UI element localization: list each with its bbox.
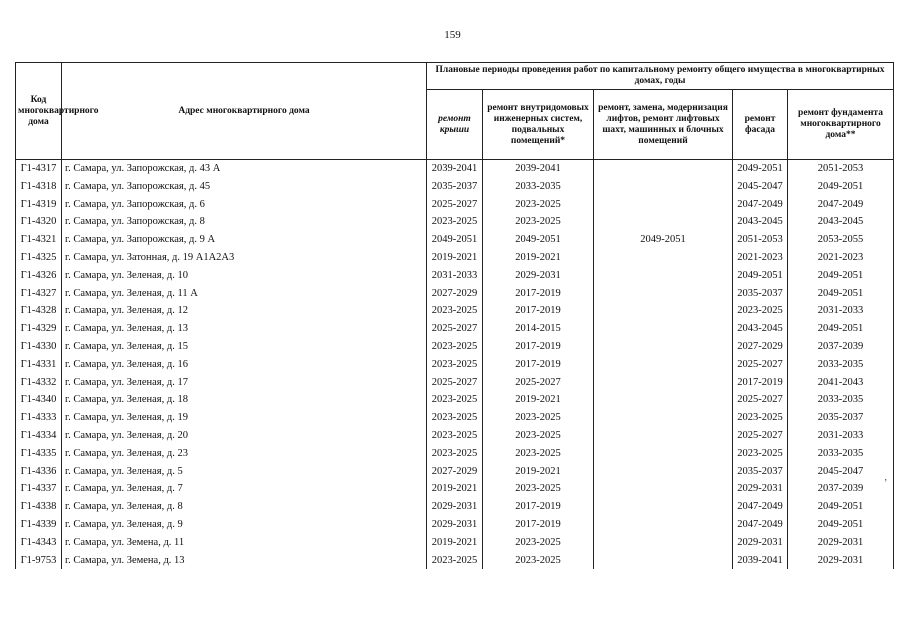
- cell-lifts: [594, 249, 733, 267]
- cell-facade: 2025-2027: [733, 427, 788, 445]
- cell-engineering: 2023-2025: [483, 427, 594, 445]
- cell-foundation: 2031-2033: [788, 302, 894, 320]
- cell-facade: 2047-2049: [733, 498, 788, 516]
- cell-facade: 2029-2031: [733, 480, 788, 498]
- table-row: [16, 534, 894, 552]
- cell-facade: 2017-2019: [733, 374, 788, 392]
- cell-foundation: 2031-2033: [788, 427, 894, 445]
- cell-engineering: 2039-2041: [483, 160, 594, 178]
- cell-roof: 2029-2031: [427, 498, 483, 516]
- cell-lifts: [594, 267, 733, 285]
- table-row: [16, 213, 894, 231]
- table-row: [16, 267, 894, 285]
- cell-facade: 2023-2025: [733, 445, 788, 463]
- cell-engineering: 2033-2035: [483, 178, 594, 196]
- table-row: [16, 285, 894, 303]
- cell-lifts: [594, 160, 733, 178]
- cell-facade: 2027-2029: [733, 338, 788, 356]
- cell-foundation: 2035-2037: [788, 409, 894, 427]
- cell-code: Г1-4339: [16, 516, 62, 534]
- cell-lifts: [594, 320, 733, 338]
- cell-facade: 2021-2023: [733, 249, 788, 267]
- cell-code: Г1-4317: [16, 160, 62, 178]
- cell-address: г. Самара, ул. Зеленая, д. 20: [62, 427, 427, 445]
- cell-facade: 2025-2027: [733, 356, 788, 374]
- cell-address: г. Самара, ул. Зеленая, д. 17: [62, 374, 427, 392]
- cell-lifts: [594, 196, 733, 214]
- cell-foundation: 2037-2039: [788, 338, 894, 356]
- cell-engineering: 2023-2025: [483, 534, 594, 552]
- cell-facade: 2051-2053: [733, 231, 788, 249]
- cell-foundation: 2029-2031: [788, 534, 894, 552]
- cell-foundation: 2051-2053: [788, 160, 894, 178]
- cell-roof: 2025-2027: [427, 374, 483, 392]
- cell-code: Г1-4330: [16, 338, 62, 356]
- cell-foundation: 2043-2045: [788, 213, 894, 231]
- cell-facade: 2049-2051: [733, 267, 788, 285]
- cell-lifts: [594, 374, 733, 392]
- cell-roof: 2025-2027: [427, 320, 483, 338]
- cell-lifts: [594, 178, 733, 196]
- cell-roof: 2049-2051: [427, 231, 483, 249]
- cell-engineering: 2017-2019: [483, 285, 594, 303]
- table-body: [16, 160, 894, 570]
- cell-address: г. Самара, ул. Земена, д. 11: [62, 534, 427, 552]
- table-row: [16, 196, 894, 214]
- cell-lifts: [594, 409, 733, 427]
- cell-foundation: 2047-2049: [788, 196, 894, 214]
- cell-engineering: 2014-2015: [483, 320, 594, 338]
- header-roof: ремонт крыши: [427, 90, 483, 160]
- cell-engineering: 2019-2021: [483, 249, 594, 267]
- table-row: [16, 409, 894, 427]
- cell-roof: 2023-2025: [427, 445, 483, 463]
- cell-code: Г1-4325: [16, 249, 62, 267]
- table-row: [16, 160, 894, 178]
- cell-address: г. Самара, ул. Зеленая, д. 8: [62, 498, 427, 516]
- cell-address: г. Самара, ул. Запорожская, д. 9 А: [62, 231, 427, 249]
- cell-code: Г1-4328: [16, 302, 62, 320]
- cell-roof: 2023-2025: [427, 427, 483, 445]
- cell-engineering: 2019-2021: [483, 391, 594, 409]
- table-row: [16, 463, 894, 481]
- cell-lifts: [594, 356, 733, 374]
- cell-code: Г1-4333: [16, 409, 62, 427]
- table-row: [16, 391, 894, 409]
- cell-address: г. Самара, ул. Зеленая, д. 11 А: [62, 285, 427, 303]
- cell-code: Г1-4343: [16, 534, 62, 552]
- cell-code: Г1-4321: [16, 231, 62, 249]
- stray-mark: ʼ: [884, 478, 888, 489]
- cell-foundation: 2049-2051: [788, 516, 894, 534]
- cell-roof: 2029-2031: [427, 516, 483, 534]
- cell-engineering: 2017-2019: [483, 516, 594, 534]
- cell-engineering: 2017-2019: [483, 302, 594, 320]
- table-row: [16, 552, 894, 570]
- cell-engineering: 2017-2019: [483, 356, 594, 374]
- table-row: [16, 427, 894, 445]
- cell-code: Г1-4338: [16, 498, 62, 516]
- cell-engineering: 2023-2025: [483, 480, 594, 498]
- cell-roof: 2023-2025: [427, 213, 483, 231]
- cell-facade: 2023-2025: [733, 409, 788, 427]
- cell-lifts: [594, 391, 733, 409]
- cell-foundation: 2029-2031: [788, 552, 894, 570]
- cell-address: г. Самара, ул. Зеленая, д. 13: [62, 320, 427, 338]
- cell-roof: 2023-2025: [427, 338, 483, 356]
- cell-engineering: 2023-2025: [483, 409, 594, 427]
- cell-lifts: [594, 445, 733, 463]
- cell-engineering: 2019-2021: [483, 463, 594, 481]
- cell-roof: 2039-2041: [427, 160, 483, 178]
- cell-facade: 2043-2045: [733, 213, 788, 231]
- cell-roof: 2025-2027: [427, 196, 483, 214]
- page-number: 159: [444, 29, 461, 41]
- cell-facade: 2047-2049: [733, 196, 788, 214]
- cell-address: г. Самара, ул. Запорожская, д. 45: [62, 178, 427, 196]
- cell-engineering: 2029-2031: [483, 267, 594, 285]
- cell-roof: 2027-2029: [427, 463, 483, 481]
- cell-address: г. Самара, ул. Зеленая, д. 7: [62, 480, 427, 498]
- cell-facade: 2035-2037: [733, 285, 788, 303]
- cell-address: г. Самара, ул. Запорожская, д. 6: [62, 196, 427, 214]
- header-foundation: ремонт фундамента многоквартирного дома**: [788, 90, 894, 160]
- cell-roof: 2023-2025: [427, 391, 483, 409]
- cell-facade: 2047-2049: [733, 516, 788, 534]
- cell-facade: 2049-2051: [733, 160, 788, 178]
- cell-foundation: 2041-2043: [788, 374, 894, 392]
- cell-lifts: [594, 302, 733, 320]
- capital-repair-schedule-table: [15, 62, 894, 569]
- cell-roof: 2023-2025: [427, 409, 483, 427]
- cell-code: Г1-4319: [16, 196, 62, 214]
- cell-code: Г1-4320: [16, 213, 62, 231]
- cell-lifts: [594, 463, 733, 481]
- cell-address: г. Самара, ул. Зеленая, д. 12: [62, 302, 427, 320]
- cell-engineering: 2025-2027: [483, 374, 594, 392]
- cell-foundation: 2049-2051: [788, 320, 894, 338]
- cell-foundation: 2045-2047: [788, 463, 894, 481]
- cell-roof: 2019-2021: [427, 480, 483, 498]
- cell-facade: 2023-2025: [733, 302, 788, 320]
- header-address: Адрес многоквартирного дома: [62, 63, 427, 160]
- cell-foundation: 2049-2051: [788, 178, 894, 196]
- cell-code: Г1-4326: [16, 267, 62, 285]
- cell-facade: 2035-2037: [733, 463, 788, 481]
- cell-address: г. Самара, ул. Зеленая, д. 15: [62, 338, 427, 356]
- cell-engineering: 2049-2051: [483, 231, 594, 249]
- cell-code: Г1-4332: [16, 374, 62, 392]
- cell-lifts: [594, 498, 733, 516]
- table-row: [16, 480, 894, 498]
- cell-facade: 2043-2045: [733, 320, 788, 338]
- cell-engineering: 2017-2019: [483, 498, 594, 516]
- table-row: [16, 498, 894, 516]
- cell-foundation: 2033-2035: [788, 391, 894, 409]
- cell-roof: 2019-2021: [427, 249, 483, 267]
- cell-address: г. Самара, ул. Зеленая, д. 19: [62, 409, 427, 427]
- cell-facade: 2025-2027: [733, 391, 788, 409]
- cell-address: г. Самара, ул. Земена, д. 13: [62, 552, 427, 570]
- cell-foundation: 2049-2051: [788, 267, 894, 285]
- cell-code: Г1-4336: [16, 463, 62, 481]
- cell-lifts: [594, 338, 733, 356]
- table-header: [16, 63, 894, 160]
- cell-lifts: [594, 534, 733, 552]
- cell-code: Г1-4318: [16, 178, 62, 196]
- cell-address: г. Самара, ул. Затонная, д. 19 А1А2А3: [62, 249, 427, 267]
- cell-lifts: 2049-2051: [594, 231, 733, 249]
- cell-roof: 2023-2025: [427, 552, 483, 570]
- cell-facade: 2045-2047: [733, 178, 788, 196]
- cell-engineering: 2023-2025: [483, 213, 594, 231]
- cell-address: г. Самара, ул. Зеленая, д. 9: [62, 516, 427, 534]
- table-row: [16, 374, 894, 392]
- cell-roof: 2027-2029: [427, 285, 483, 303]
- cell-engineering: 2017-2019: [483, 338, 594, 356]
- cell-engineering: 2023-2025: [483, 445, 594, 463]
- cell-code: Г1-4327: [16, 285, 62, 303]
- cell-facade: 2039-2041: [733, 552, 788, 570]
- table-row: [16, 231, 894, 249]
- cell-roof: 2023-2025: [427, 356, 483, 374]
- cell-code: Г1-4331: [16, 356, 62, 374]
- cell-roof: 2035-2037: [427, 178, 483, 196]
- cell-lifts: [594, 516, 733, 534]
- cell-lifts: [594, 480, 733, 498]
- cell-lifts: [594, 552, 733, 570]
- cell-roof: 2019-2021: [427, 534, 483, 552]
- header-code: Код многоквартирного дома: [16, 63, 62, 160]
- cell-code: Г1-4335: [16, 445, 62, 463]
- cell-address: г. Самара, ул. Зеленая, д. 18: [62, 391, 427, 409]
- cell-address: г. Самара, ул. Зеленая, д. 16: [62, 356, 427, 374]
- cell-engineering: 2023-2025: [483, 196, 594, 214]
- header-periods-group: Плановые периоды проведения работ по капитальному ремонту общего имущества в многоквартирных домах, годы: [427, 63, 894, 90]
- cell-foundation: 2033-2035: [788, 445, 894, 463]
- table-row: [16, 249, 894, 267]
- cell-code: Г1-4334: [16, 427, 62, 445]
- cell-lifts: [594, 213, 733, 231]
- cell-roof: 2023-2025: [427, 302, 483, 320]
- cell-code: Г1-4329: [16, 320, 62, 338]
- cell-foundation: 2049-2051: [788, 285, 894, 303]
- cell-engineering: 2023-2025: [483, 552, 594, 570]
- cell-lifts: [594, 427, 733, 445]
- cell-foundation: 2049-2051: [788, 498, 894, 516]
- header-lifts: ремонт, замена, модернизация лифтов, ремонт лифтовых шахт, машинных и блочных помещений: [594, 90, 733, 160]
- table-row: [16, 338, 894, 356]
- cell-foundation: 2021-2023: [788, 249, 894, 267]
- table-row: [16, 302, 894, 320]
- header-facade: ремонт фасада: [733, 90, 788, 160]
- table-row: [16, 356, 894, 374]
- cell-address: г. Самара, ул. Зеленая, д. 23: [62, 445, 427, 463]
- table-row: [16, 445, 894, 463]
- cell-address: г. Самара, ул. Запорожская, д. 43 А: [62, 160, 427, 178]
- table-row: [16, 320, 894, 338]
- cell-roof: 2031-2033: [427, 267, 483, 285]
- cell-code: Г1-9753: [16, 552, 62, 570]
- cell-code: Г1-4340: [16, 391, 62, 409]
- cell-address: г. Самара, ул. Зеленая, д. 10: [62, 267, 427, 285]
- table-row: [16, 178, 894, 196]
- header-engineering: ремонт внутридомовых инженерных систем, подвальных помещений*: [483, 90, 594, 160]
- cell-address: г. Самара, ул. Зеленая, д. 5: [62, 463, 427, 481]
- cell-lifts: [594, 285, 733, 303]
- table-row: [16, 516, 894, 534]
- cell-foundation: 2033-2035: [788, 356, 894, 374]
- cell-foundation: 2053-2055: [788, 231, 894, 249]
- cell-address: г. Самара, ул. Запорожская, д. 8: [62, 213, 427, 231]
- cell-code: Г1-4337: [16, 480, 62, 498]
- cell-facade: 2029-2031: [733, 534, 788, 552]
- cell-foundation: 2037-2039: [788, 480, 894, 498]
